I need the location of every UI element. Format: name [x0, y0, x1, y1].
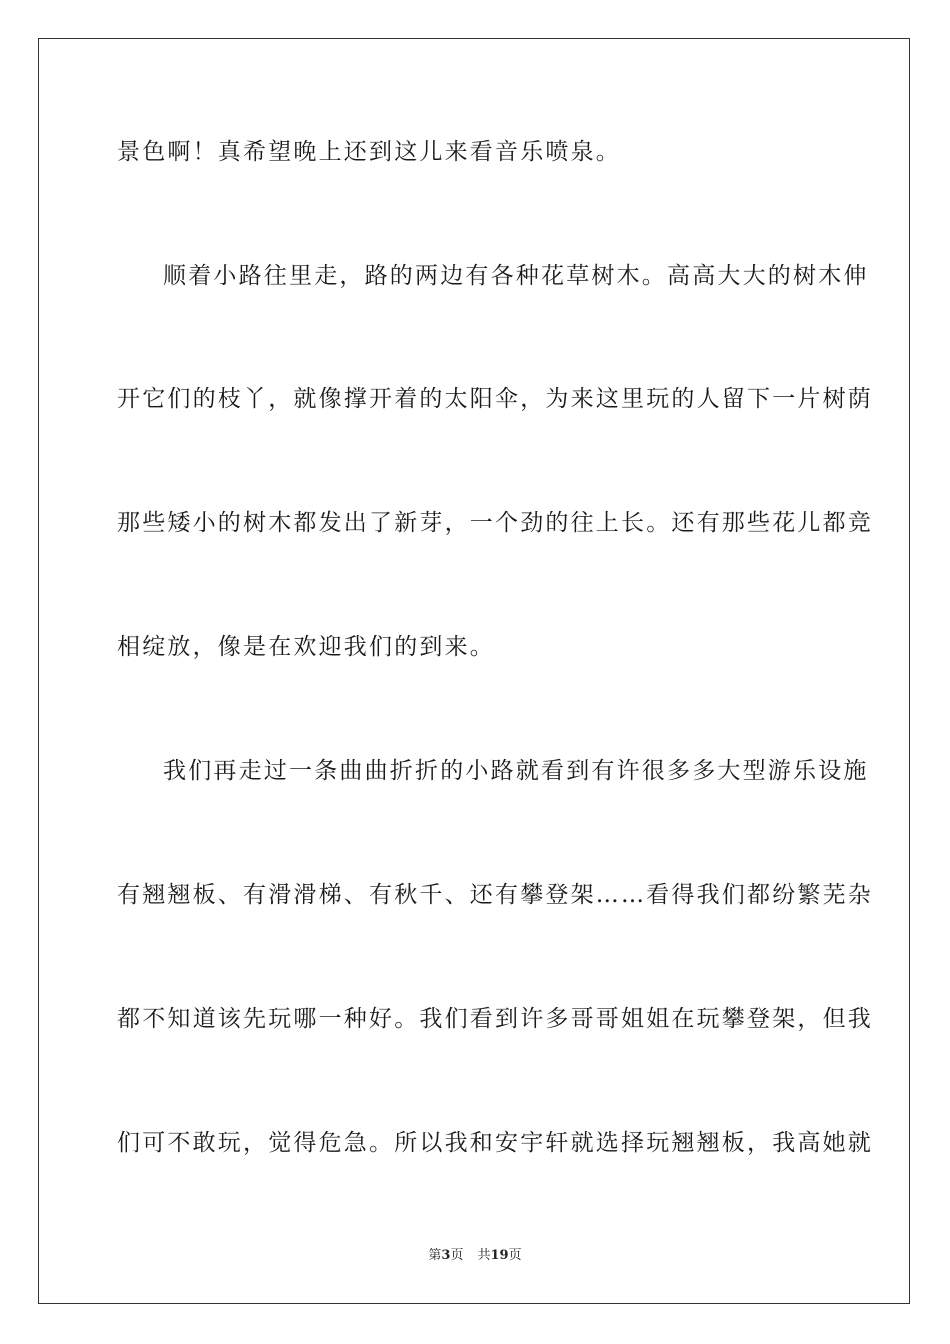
text-line-2: 顺着小路往里走，路的两边有各种花草树木。高高大大的树木伸	[163, 263, 869, 289]
text-line-1: 景色啊！真希望晚上还到这儿来看音乐喷泉。	[117, 139, 621, 165]
text-line-4: 那些矮小的树木都发出了新芽，一个劲的往上长。还有那些花儿都竞	[117, 510, 873, 536]
page-prefix: 第	[428, 1248, 442, 1263]
page-number: 3	[441, 1248, 451, 1263]
page-border	[38, 38, 910, 1304]
text-line-7: 有翘翘板、有滑滑梯、有秋千、还有攀登架……看得我们都纷繁芜杂	[117, 882, 873, 908]
total-prefix: 共	[477, 1248, 491, 1263]
text-line-5: 相绽放，像是在欢迎我们的到来。	[117, 634, 495, 660]
page-footer	[0, 1246, 950, 1266]
page-suffix: 页	[450, 1248, 464, 1263]
total-pages: 19	[490, 1248, 509, 1263]
text-line-9: 们可不敢玩，觉得危急。所以我和安宇轩就选择玩翘翘板，我高她就	[117, 1130, 873, 1156]
text-line-8: 都不知道该先玩哪一种好。我们看到许多哥哥姐姐在玩攀登架，但我	[117, 1006, 873, 1032]
text-line-6: 我们再走过一条曲曲折折的小路就看到有许很多多大型游乐设施	[163, 758, 869, 784]
text-line-3: 开它们的枝丫，就像撑开着的太阳伞，为来这里玩的人留下一片树荫	[117, 386, 873, 412]
total-suffix: 页	[508, 1248, 522, 1263]
